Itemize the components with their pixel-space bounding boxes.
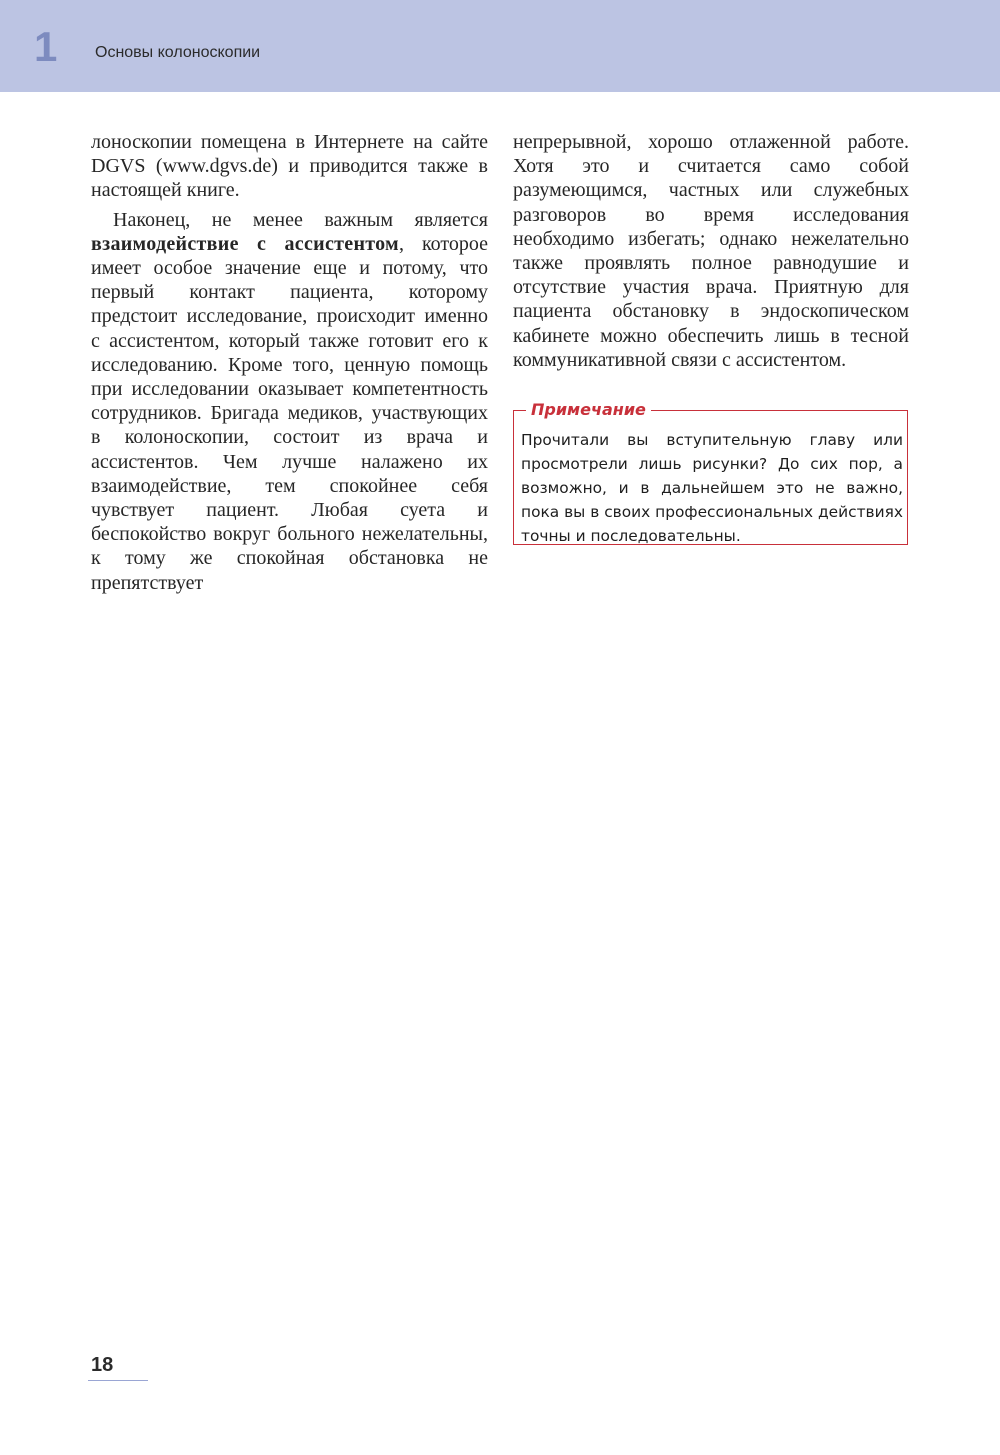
left-column	[91, 130, 488, 595]
note-label: Примечание	[526, 399, 651, 421]
paragraph: лоноскопии помещена в Интернете на сайте DGVS (www.dgvs.de) и приводится также в настоящей книге.	[91, 131, 488, 202]
right-column	[513, 130, 909, 372]
chapter-number: 1	[34, 23, 58, 70]
note-box	[513, 400, 908, 545]
page-number: 18	[91, 1354, 114, 1376]
header-band	[0, 0, 1000, 92]
paragraph: непрерывной, хорошо отлаженной работе. Хотя это и считается само собой разумеющимся, частных или служебных разговоров во время исследования необходимо избегать; однако нежелательно также проявлять полное равнодушие и отсутствие участия врача. Приятную для пациента обстановку в эндоскопическом кабинете можно обеспечить лишь в тесной коммуникативной связи с ассистентом.	[513, 131, 909, 371]
chapter-title: Основы колоноскопии	[95, 44, 261, 61]
paragraph-text: , которое имеет особое значение еще и потому, что первый контакт пациента, которому предстоит исследование, происходит именно с ассистентом, который также готовит его к исследованию. Кроме того, ценную помощь при исследовании оказывает компетентность сотрудников. Бригада медиков, участвующих в колоноскопии, состоит из врача и ассистентов. Чем лучше налажено их взаимодействие, тем спокойнее себя чувствует пациент. Любая суета и беспокойство вокруг больного нежелательны, к тому же спокойная обстановка не препятствует	[91, 232, 488, 594]
paragraph	[91, 208, 488, 595]
paragraph-text: Наконец, не менее важным является	[113, 208, 488, 231]
page-number-rule	[88, 1380, 148, 1381]
note-text: Прочитали вы вступительную главу или просмотрели лишь рисунки? До сих пор, а возможно, и в дальнейшем это не важно, пока вы в своих профессиональных действиях точны и последовательны.	[521, 431, 903, 545]
bold-term: взаимодействие с ассистентом	[91, 232, 399, 255]
